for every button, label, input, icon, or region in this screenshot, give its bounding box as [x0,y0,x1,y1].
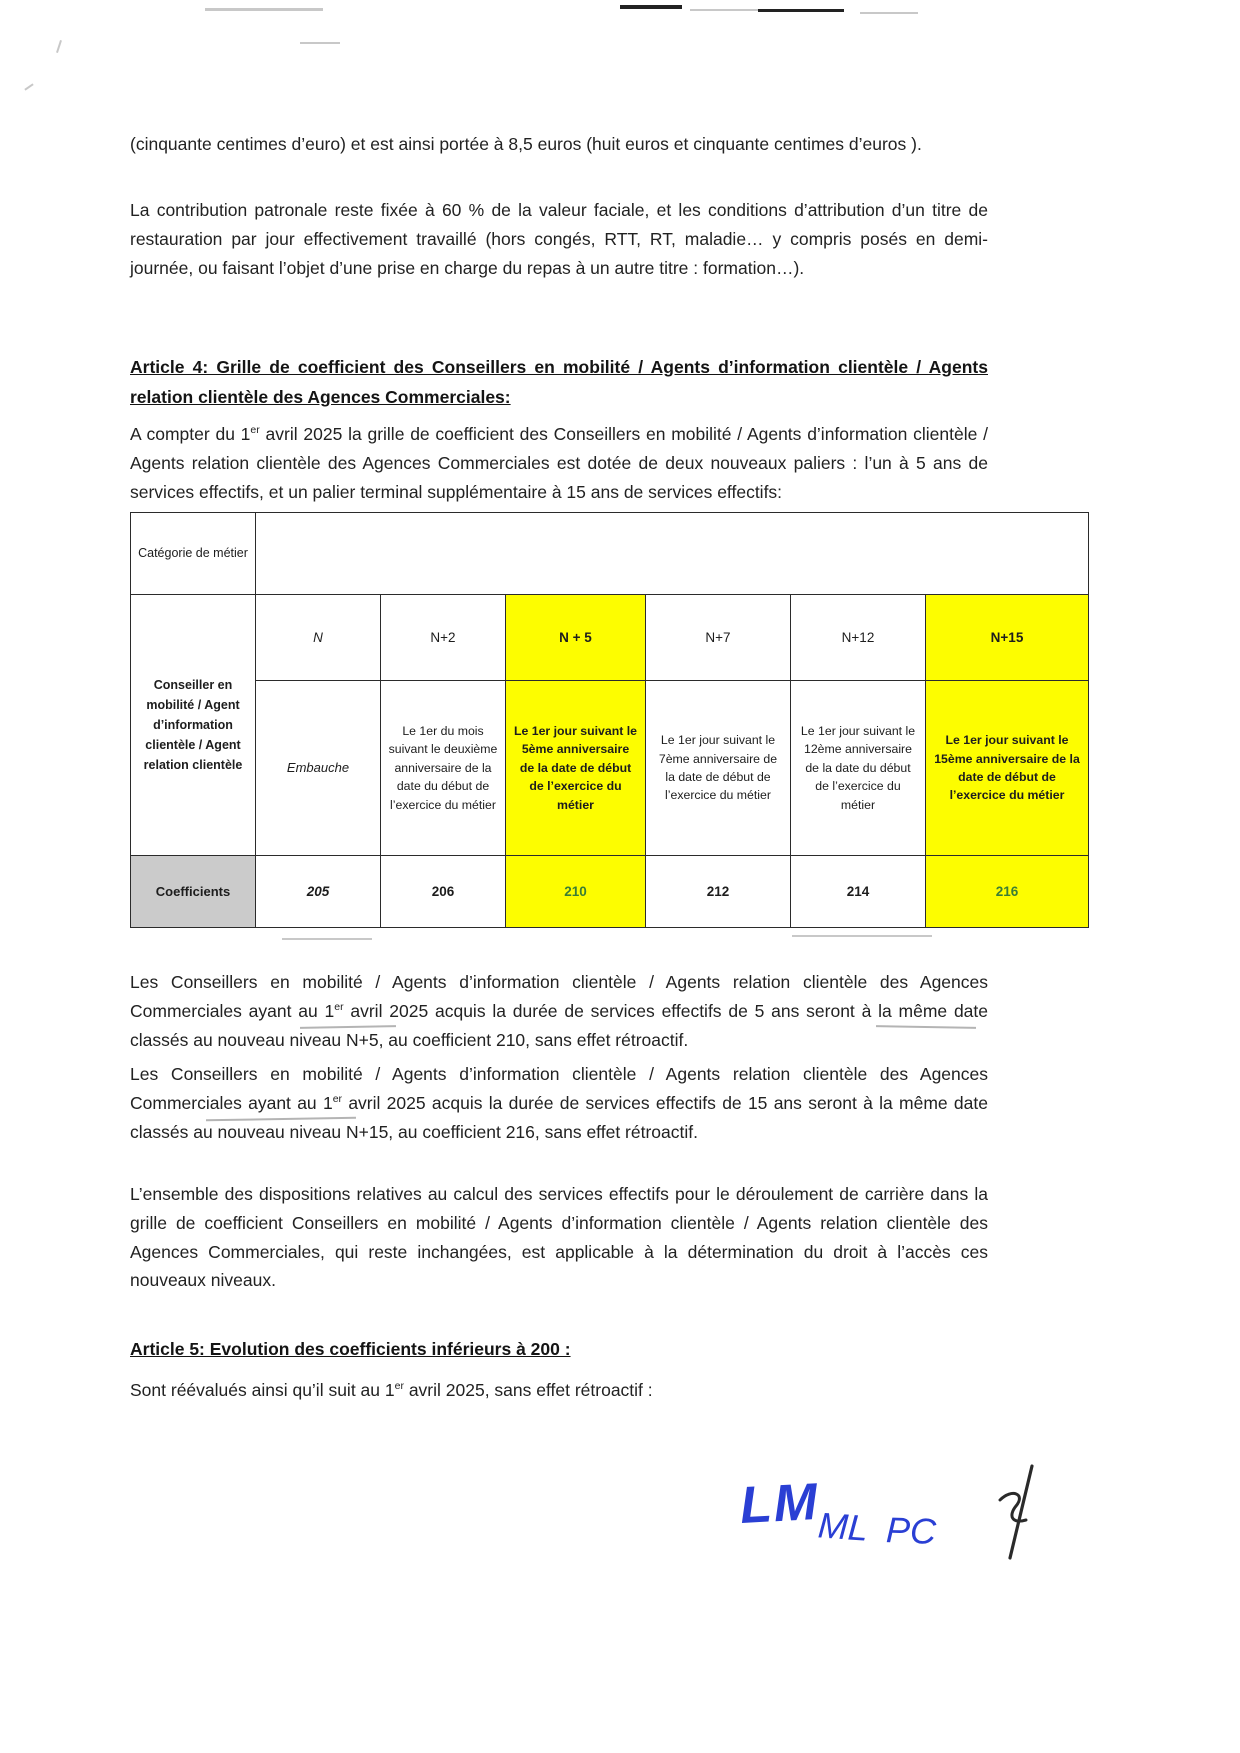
table-milestone-cell: Le 1er jour suivant le 7ème anniversaire de la date de début de l’exercice du métier [646,681,791,856]
table-coefficient-cell: 212 [646,856,791,928]
text-segment: avril 2025 acquis la durée de services effectifs de 5 ans seront à la même date classés au nouveau niveau N+5, au coefficient 210, sans effet rétroactif. [130,1000,989,1050]
article4-intro [130,420,988,506]
text-segment: avril 2025 la grille de coefficient des Conseillers en mobilité / Agents d’information clientèle / Agents relation clientèle des Agences Commerciales est dotée de deux nouveaux paliers : l’un à 5 ans de services effectifs, et un palier terminal supplémentaire à 15 ans de services effectifs: [130,424,988,502]
table-empty-header-cell [256,513,1089,595]
scan-artifact [690,9,778,11]
table-milestone-cell: Le 1er jour suivant le 5ème anniversaire de la date de début de l’exercice du métier [506,681,646,856]
superscript-er: er [394,1380,404,1393]
article4-heading-block [130,352,988,412]
superscript-er: er [334,1000,344,1013]
article5-intro [130,1376,988,1405]
scan-artifact [758,9,844,12]
scan-artifact [300,42,340,44]
handwritten-initials-ml: ML [816,1504,870,1549]
table-col-header-cell: N [256,595,381,681]
scan-artifact [860,12,918,14]
paragraph-text: L’ensemble des dispositions relatives au calcul des services effectifs pour le déroulement de carrière dans la grille de coefficient Conseillers en mobilité / Agents d’information clientèle / Agents relation clientèle des Agences Commerciales, qui reste inchangées, est applicable à la détermination du droit à l’accès ces nouveaux niveaux. [130,1184,988,1291]
coefficient-table [130,512,1089,928]
text-segment: avril 2025, sans effet rétroactif : [403,1380,653,1400]
table-row [131,856,1089,928]
coefficient-table-block [130,512,1088,928]
table-row-group-cell: Conseiller en mobilité / Agent d’information clientèle / Agent relation clientèle [131,595,256,856]
coefficients-row-label-cell: Coefficients [131,856,256,928]
paragraph-n15 [130,1060,988,1146]
article5-heading-block [130,1334,988,1364]
table-milestone-cell: Le 1er du mois suivant le deuxième anniversaire de la date du début de l’exercice du métier [381,681,506,856]
text-segment: Les Conseillers en mobilité / Agents d’information clientèle / Agents relation clientèle des Agences Commerciales ayant au 1 [130,972,988,1021]
paragraph-text [130,420,988,506]
superscript-er: er [332,1092,343,1105]
table-coefficient-cell: 206 [381,856,506,928]
table-coefficient-cell: 216 [926,856,1089,928]
text-segment: Sont réévalués ainsi qu’il suit au 1 [130,1380,395,1400]
table-col-header-cell: N + 5 [506,595,646,681]
paragraph-text: La contribution patronale reste fixée à 60 % de la valeur faciale, et les conditions d’attribution d’un titre de restauration par jour effectivement travaillé (hors congés, RTT, RT, maladie… y compris posés en demi-journée, ou faisant l’objet d’une prise en charge du repas à un autre titre : formation…). [130,200,988,278]
scan-artifact [792,935,932,937]
table-row [131,513,1089,595]
table-coefficient-cell: 210 [506,856,646,928]
table-milestone-cell: Embauche [256,681,381,856]
text-segment: A compter du 1 [130,424,251,444]
article5-heading: Article 5: Evolution des coefficients inférieurs à 200 : [130,1339,571,1359]
scan-artifact [620,5,682,9]
table-milestone-cell: Le 1er jour suivant le 15ème anniversaire de la date de début de l’exercice du métier [926,681,1089,856]
table-coefficient-cell: 214 [791,856,926,928]
handwritten-initials-lm: LM [738,1472,821,1536]
paragraph-dispositions [130,1180,988,1295]
signature-paraph-icon [992,1462,1046,1562]
table-corner-cell: Catégorie de métier [131,513,256,595]
superscript-er: er [250,424,260,437]
table-col-header-cell: N+7 [646,595,791,681]
handwritten-initials-pc: PC [885,1509,937,1552]
scan-artifact [56,40,62,53]
paragraph-text [130,1060,988,1146]
table-milestone-cell: Le 1er jour suivant le 12ème anniversaire de la date du début de l’exercice du métier [791,681,926,856]
table-col-header-cell: N+15 [926,595,1089,681]
scan-artifact [205,8,323,11]
paragraph-text: (cinquante centimes d’euro) et est ainsi portée à 8,5 euros (huit euros et cinquante centimes d’euros ). [130,134,922,154]
article4-heading: Article 4: Grille de coefficient des Conseillers en mobilité / Agents d’information clientèle / Agents relation clientèle des Agences Commerciales: [130,357,988,407]
text-segment: Les Conseillers en mobilité / Agents d’information clientèle / Agents relation clientèle des Agences Commerciales ayant au 1 [130,1064,988,1113]
table-col-header-cell: N+12 [791,595,926,681]
table-row [131,595,1089,681]
paragraph-text [130,968,988,1054]
table-coefficient-cell: 205 [256,856,381,928]
text-segment: avril 2025 acquis la durée de services effectifs de 15 ans seront à la même date classés au nouveau niveau N+15, au coefficient 216, sans effet rétroactif. [130,1092,988,1142]
paragraph-text [130,1376,988,1405]
paragraph-n5 [130,968,988,1054]
table-col-header-cell: N+2 [381,595,506,681]
scan-artifact [24,83,33,90]
paragraph-ticket-value [130,130,988,159]
paragraph-contribution [130,196,988,282]
table-row [131,681,1089,856]
scan-artifact [282,938,372,940]
